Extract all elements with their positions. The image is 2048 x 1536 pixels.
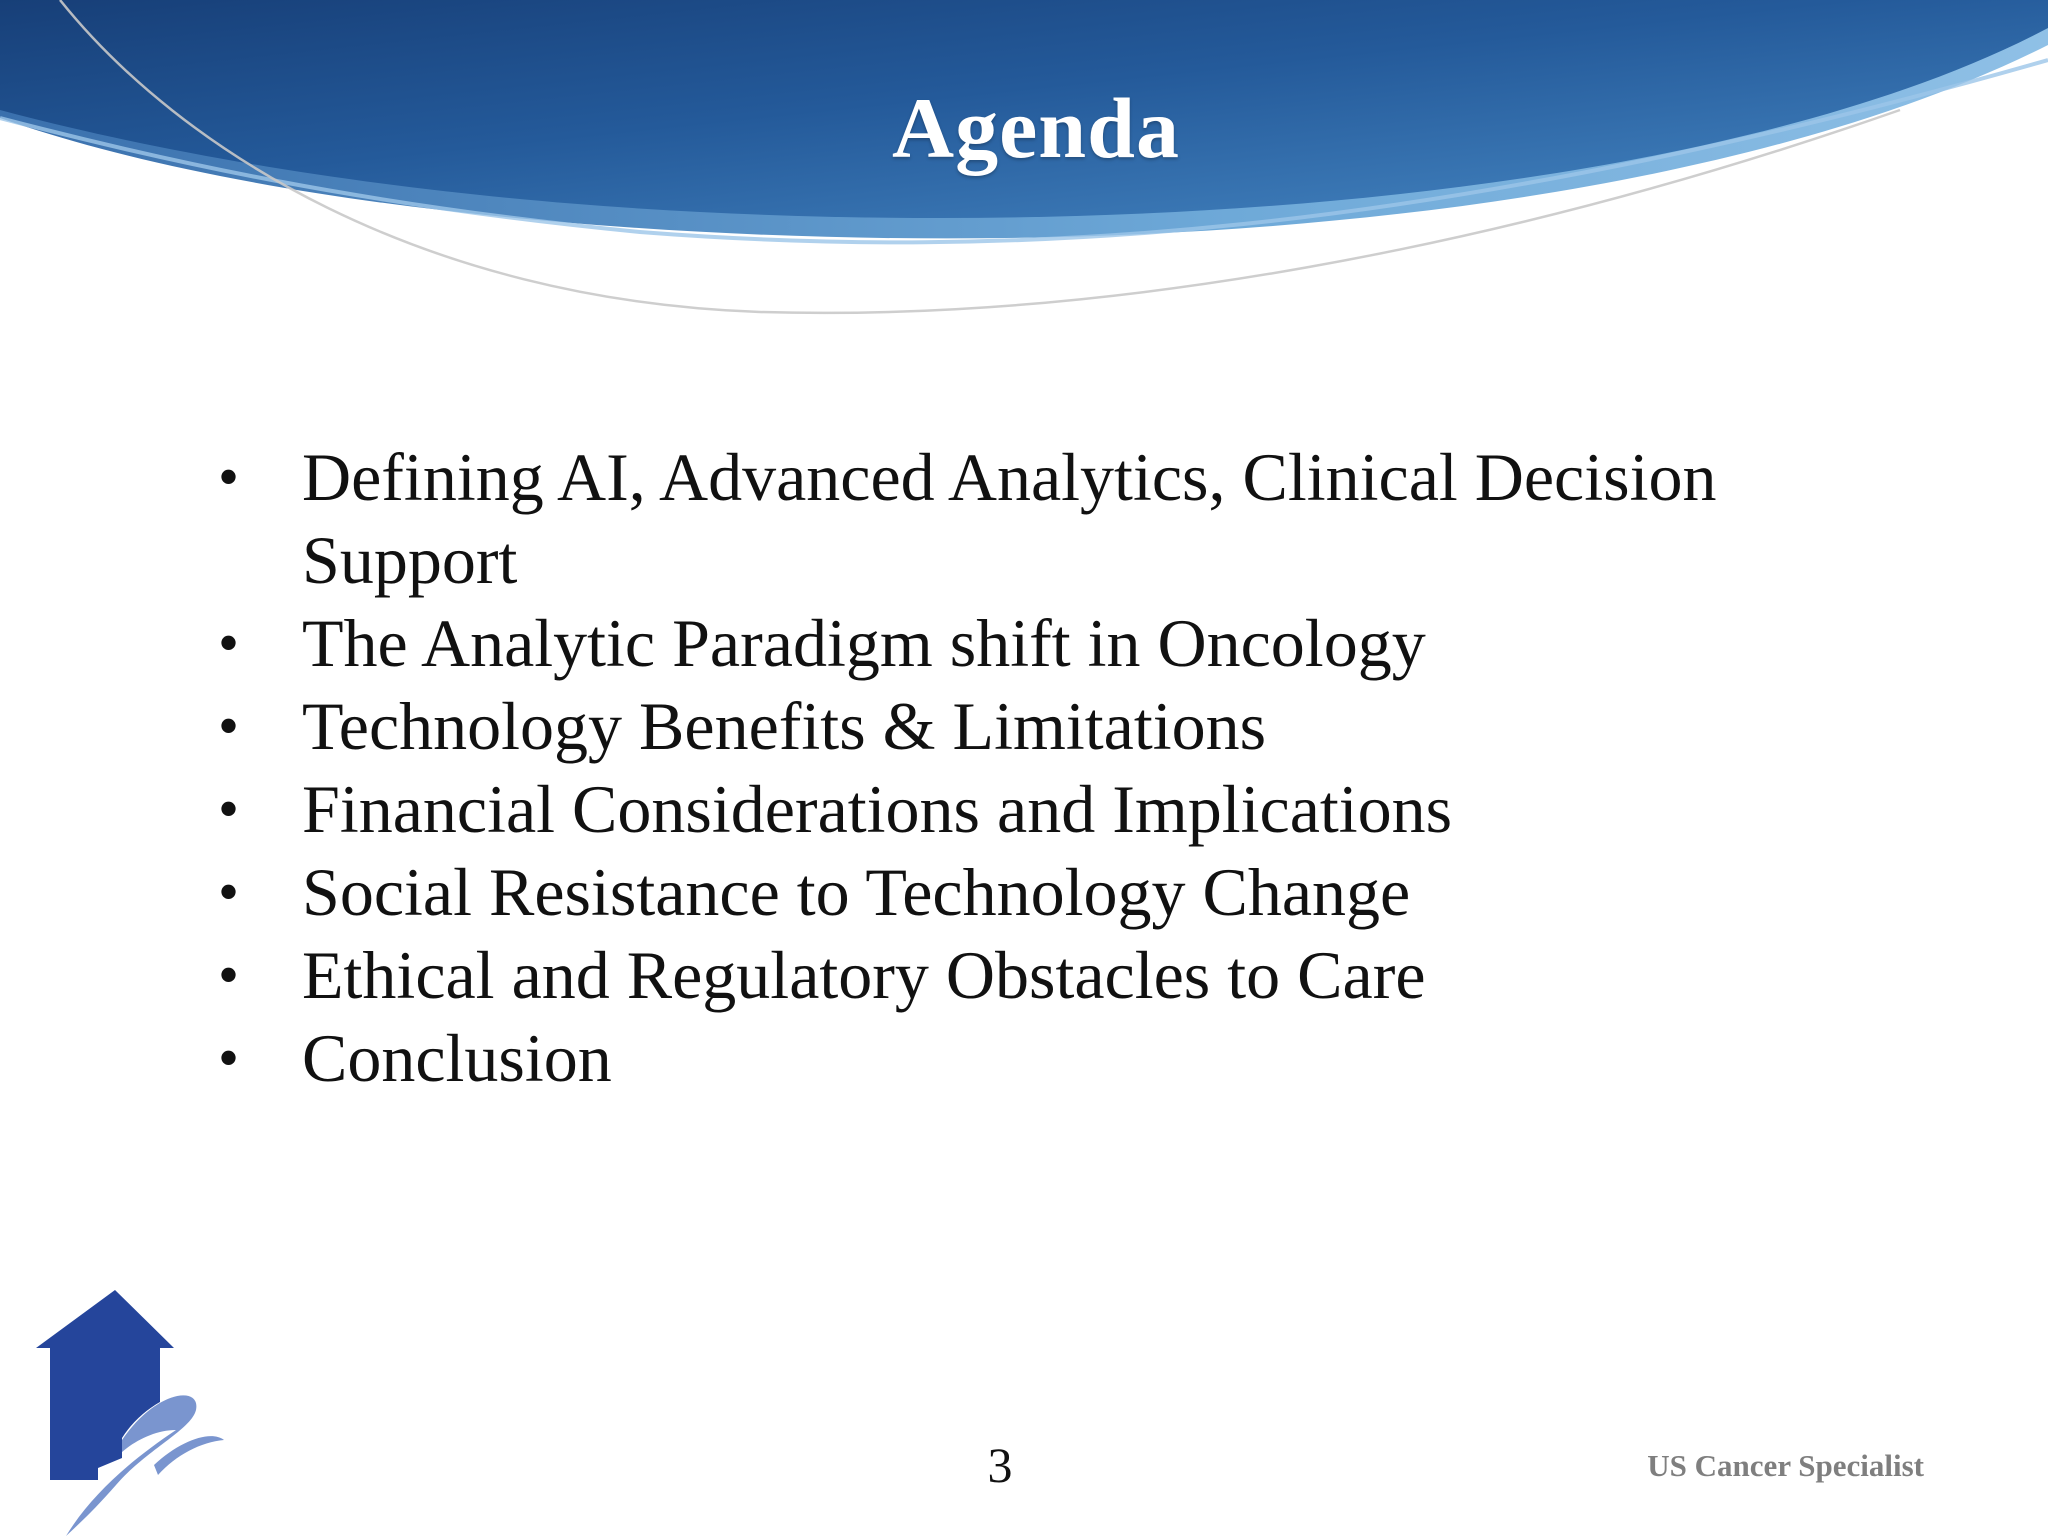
bullet: • [218,942,240,1008]
agenda-item-defining-ai [218,436,1858,602]
house-arrow-logo-icon [36,1290,226,1536]
agenda-item-ethical-regulatory [218,934,1858,1017]
agenda-item-text: Ethical and Regulatory Obstacles to Care [302,937,1426,1013]
slide-title: Agenda [892,80,1180,176]
agenda-list [218,436,1858,1100]
agenda-item-text: Social Resistance to Technology Change [302,854,1411,930]
agenda-item-text: Financial Considerations and Implications [302,771,1453,847]
agenda-item-text: Conclusion [302,1020,612,1096]
agenda-item-financial [218,768,1858,851]
agenda-item-paradigm-shift [218,602,1858,685]
bullet: • [218,610,240,676]
bullet: • [218,693,240,759]
agenda-item-text: The Analytic Paradigm shift in Oncology [302,605,1426,681]
bullet: • [218,1025,240,1091]
bullet: • [218,444,240,510]
agenda-item-text: Defining AI, Advanced Analytics, Clinical Decision Support [302,439,1717,598]
footer-brand: US Cancer Specialist [1647,1448,1924,1483]
agenda-item-social-resistance [218,851,1858,934]
agenda-item-conclusion [218,1017,1858,1100]
agenda-item-text: Technology Benefits & Limitations [302,688,1267,764]
page-number: 3 [987,1437,1013,1493]
bullet: • [218,859,240,925]
agenda-item-benefits-limitations [218,685,1858,768]
bullet: • [218,776,240,842]
